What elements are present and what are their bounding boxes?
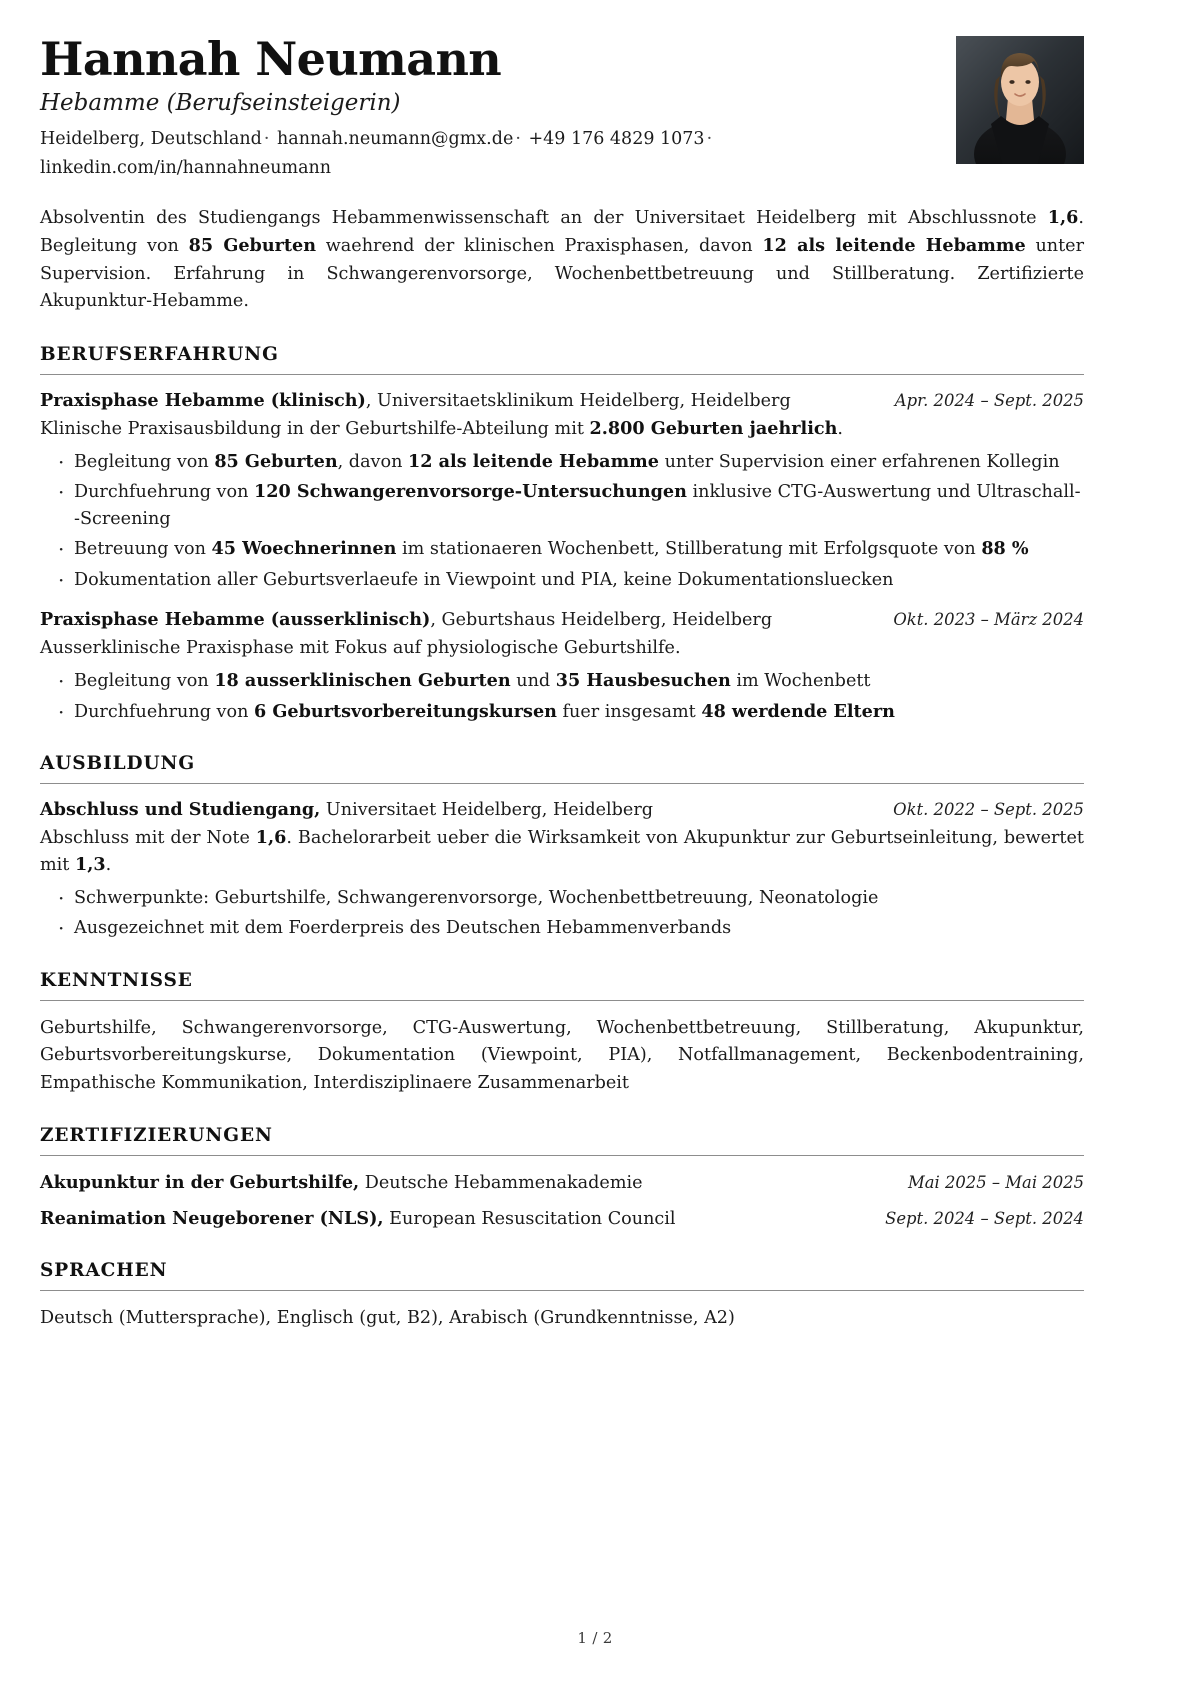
body-text: . Bachelorarbeit ueber die Wirksamkeit von Akupunktur zur Geburtseinleitung, bewertet mit: [40, 828, 1084, 875]
page-footer: [0, 1629, 1190, 1647]
entry-header: [40, 389, 1084, 414]
list-item: [56, 915, 1084, 941]
emphasis-text: 1,3: [74, 853, 106, 875]
body-text: , davon: [337, 452, 409, 473]
section-divider: [40, 783, 1084, 784]
body-text: Durchfuehrung von: [74, 701, 255, 722]
section-title-skills: KENNTNISSE: [40, 969, 193, 991]
section-title-languages: SPRACHEN: [40, 1260, 168, 1281]
emphasis-text: 45 Woechnerinnen: [211, 538, 397, 560]
experience-entry: [40, 389, 1084, 593]
skills-body: Geburtshilfe, Schwangerenvorsorge, CTG-Auswertung, Wochenbettbetreuung, Stillberatung, Akupunktur, Geburtsvorbereitungskurse, Dokumentation (Viewpoint, PIA), Notfallmanagement, Beckenbodentraining, Empathische Kommunikation, Interdisziplinaere Zusammenarbeit: [40, 1017, 1084, 1093]
section-title-experience: BERUFSERFAHRUNG: [40, 343, 279, 365]
body-text: Durchfuehrung von: [74, 482, 255, 503]
section-divider: [40, 374, 1084, 375]
certification-name: Akupunktur in der Geburtshilfe,: [40, 1172, 360, 1193]
list-item: [56, 567, 1084, 593]
section-divider: [40, 1000, 1084, 1001]
body-text: unter Supervision. Erfahrung in Schwangerenvorsorge, Wochenbettbetreuung und Stillberatung. Zertifizierte Akupunktur-Hebamme.: [40, 236, 1084, 312]
contact-linkedin[interactable]: linkedin.com/in/hannahneumann: [40, 157, 332, 178]
emphasis-text: 85 Geburten: [214, 451, 338, 473]
body-text: im Wochenbett: [730, 671, 871, 692]
body-text: . Begleitung von: [40, 207, 1084, 257]
section-experience: [40, 344, 1084, 725]
body-text: Begleitung von: [74, 452, 215, 473]
entry-header: [40, 608, 1084, 633]
body-text: waehrend der klinischen Praxisphasen, davon: [316, 236, 763, 257]
body-text: Schwerpunkte: Geburtshilfe, Schwangerenvorsorge, Wochenbettbetreuung, Neonatologie: [74, 887, 879, 908]
emphasis-text: 48 werdende Eltern: [701, 700, 895, 722]
emphasis-text: 1,6: [1047, 206, 1079, 228]
contact-separator-icon: ·: [706, 129, 713, 150]
emphasis-text: 1,6: [255, 827, 287, 849]
certification-date-range: Sept. 2024 – Sept. 2024: [885, 1208, 1084, 1228]
portrait-photo-icon: [956, 36, 1084, 164]
page-title: Hannah Neumann: [40, 32, 502, 86]
avatar: [956, 36, 1084, 164]
emphasis-text: 85 Geburten: [188, 235, 317, 257]
entry-organization: , Universitaetsklinikum Heidelberg, Heidelberg: [365, 390, 791, 411]
contact-phone[interactable]: +49 176 4829 1073: [528, 129, 705, 150]
contact-email[interactable]: hannah.neumann@gmx.de: [277, 129, 514, 150]
entry-organization: , Geburtshaus Heidelberg, Heidelberg: [430, 610, 773, 631]
certification-title: [40, 1206, 676, 1233]
body-text: Dokumentation aller Geburtsverlaeufe in Viewpoint und PIA, keine Dokumentationsluecken: [74, 569, 894, 590]
emphasis-text: 12 als leitende Hebamme: [762, 235, 1026, 257]
body-text: Abschluss mit der Note: [40, 828, 256, 849]
entry-date-range: Okt. 2023 – März 2024: [893, 610, 1084, 630]
entry-description: [40, 635, 1084, 661]
certification-row: [40, 1170, 1084, 1197]
list-item: [56, 536, 1084, 562]
languages-body: Deutsch (Muttersprache), Englisch (gut, B2), Arabisch (Grundkenntnisse, A2): [40, 1308, 735, 1328]
certification-issuer: European Resuscitation Council: [383, 1208, 676, 1229]
section-education: [40, 753, 1084, 942]
certification-row: [40, 1206, 1084, 1233]
section-title-education: AUSBILDUNG: [40, 753, 196, 775]
page-indicator: 1 / 2: [577, 1629, 613, 1647]
body-text: inklusive CTG-Auswertung und Ultraschall--Screening: [74, 482, 1081, 529]
entry-bullet-list: [40, 668, 1084, 725]
body-text: Begleitung von: [74, 671, 215, 692]
section-languages: [40, 1260, 1084, 1332]
list-item: [56, 668, 1084, 694]
entry-title: [40, 608, 875, 633]
body-text: Ausserklinische Praxisphase mit Fokus auf physiologische Geburtshilfe.: [40, 637, 681, 658]
entry-organization: Universitaet Heidelberg, Heidelberg: [320, 800, 653, 821]
certification-date-range: Mai 2025 – Mai 2025: [907, 1173, 1084, 1192]
entry-position: Praxisphase Hebamme (klinisch): [40, 389, 366, 411]
profile-summary: [40, 204, 1084, 316]
emphasis-text: 18 ausserklinischen Geburten: [214, 670, 511, 692]
list-item: [56, 885, 1084, 911]
emphasis-text: 2.800 Geburten jaehrlich: [589, 417, 838, 439]
emphasis-text: 35 Hausbesuchen: [555, 670, 731, 692]
emphasis-text: 120 Schwangerenvorsorge-Untersuchungen: [254, 481, 687, 503]
body-text: unter Supervision einer erfahrenen Kollegin: [659, 452, 1060, 473]
body-text: fuer insgesamt: [556, 701, 702, 722]
section-divider: [40, 1290, 1084, 1291]
entry-bullet-list: [40, 885, 1084, 942]
job-role-subtitle: Hebamme (Berufseinsteigerin): [40, 89, 401, 116]
body-text: und: [510, 671, 556, 692]
body-text: .: [837, 418, 844, 439]
list-item: [56, 479, 1084, 532]
entry-title: [40, 389, 877, 414]
entry-bullet-list: [40, 449, 1084, 593]
emphasis-text: 88 %: [981, 538, 1029, 560]
section-skills: [40, 970, 1084, 1097]
list-item: [56, 449, 1084, 475]
experience-entries: [40, 389, 1084, 725]
header-text-block: [40, 34, 936, 182]
contact-separator-icon: ·: [263, 129, 270, 150]
entry-title: [40, 798, 875, 823]
entry-description: [40, 825, 1084, 878]
contact-location: Heidelberg, Deutschland: [40, 129, 262, 150]
body-text: Ausgezeichnet mit dem Foerderpreis des Deutschen Hebammenverbands: [74, 918, 732, 939]
certification-title: [40, 1170, 643, 1197]
body-text: Betreuung von: [74, 539, 212, 560]
body-text: im stationaeren Wochenbett, Stillberatung mit Erfolgsquote von: [396, 539, 982, 560]
body-text: Absolventin des Studiengangs Hebammenwissenschaft an der Universitaet Heidelberg mit Abschlussnote: [40, 207, 1048, 228]
resume-header: [40, 34, 1084, 182]
experience-entry: [40, 798, 1084, 942]
entry-header: [40, 798, 1084, 823]
body-text: Klinische Praxisausbildung in der Geburtshilfe-Abteilung mit: [40, 418, 590, 439]
certification-name: Reanimation Neugeborener (NLS),: [40, 1207, 384, 1229]
certification-entries: [40, 1170, 1084, 1232]
experience-entry: [40, 608, 1084, 725]
list-item: [56, 699, 1084, 725]
contact-line: [40, 125, 740, 182]
entry-date-range: Apr. 2024 – Sept. 2025: [894, 390, 1084, 410]
section-title-certifications: ZERTIFIZIERUNGEN: [40, 1125, 273, 1146]
entry-position: Abschluss und Studiengang,: [40, 799, 321, 821]
section-divider: [40, 1155, 1084, 1156]
entry-position: Praxisphase Hebamme (ausserklinisch): [40, 609, 431, 631]
body-text: .: [105, 854, 112, 875]
entry-date-range: Okt. 2022 – Sept. 2025: [893, 800, 1084, 820]
section-certifications: [40, 1125, 1084, 1232]
contact-separator-icon: ·: [515, 129, 521, 150]
resume-sheet: [40, 34, 1084, 1332]
emphasis-text: 12 als leitende Hebamme: [408, 451, 659, 473]
entry-description: [40, 416, 1084, 442]
certification-issuer: Deutsche Hebammenakademie: [359, 1173, 643, 1193]
emphasis-text: 6 Geburtsvorbereitungskursen: [254, 700, 557, 722]
education-entries: [40, 798, 1084, 942]
